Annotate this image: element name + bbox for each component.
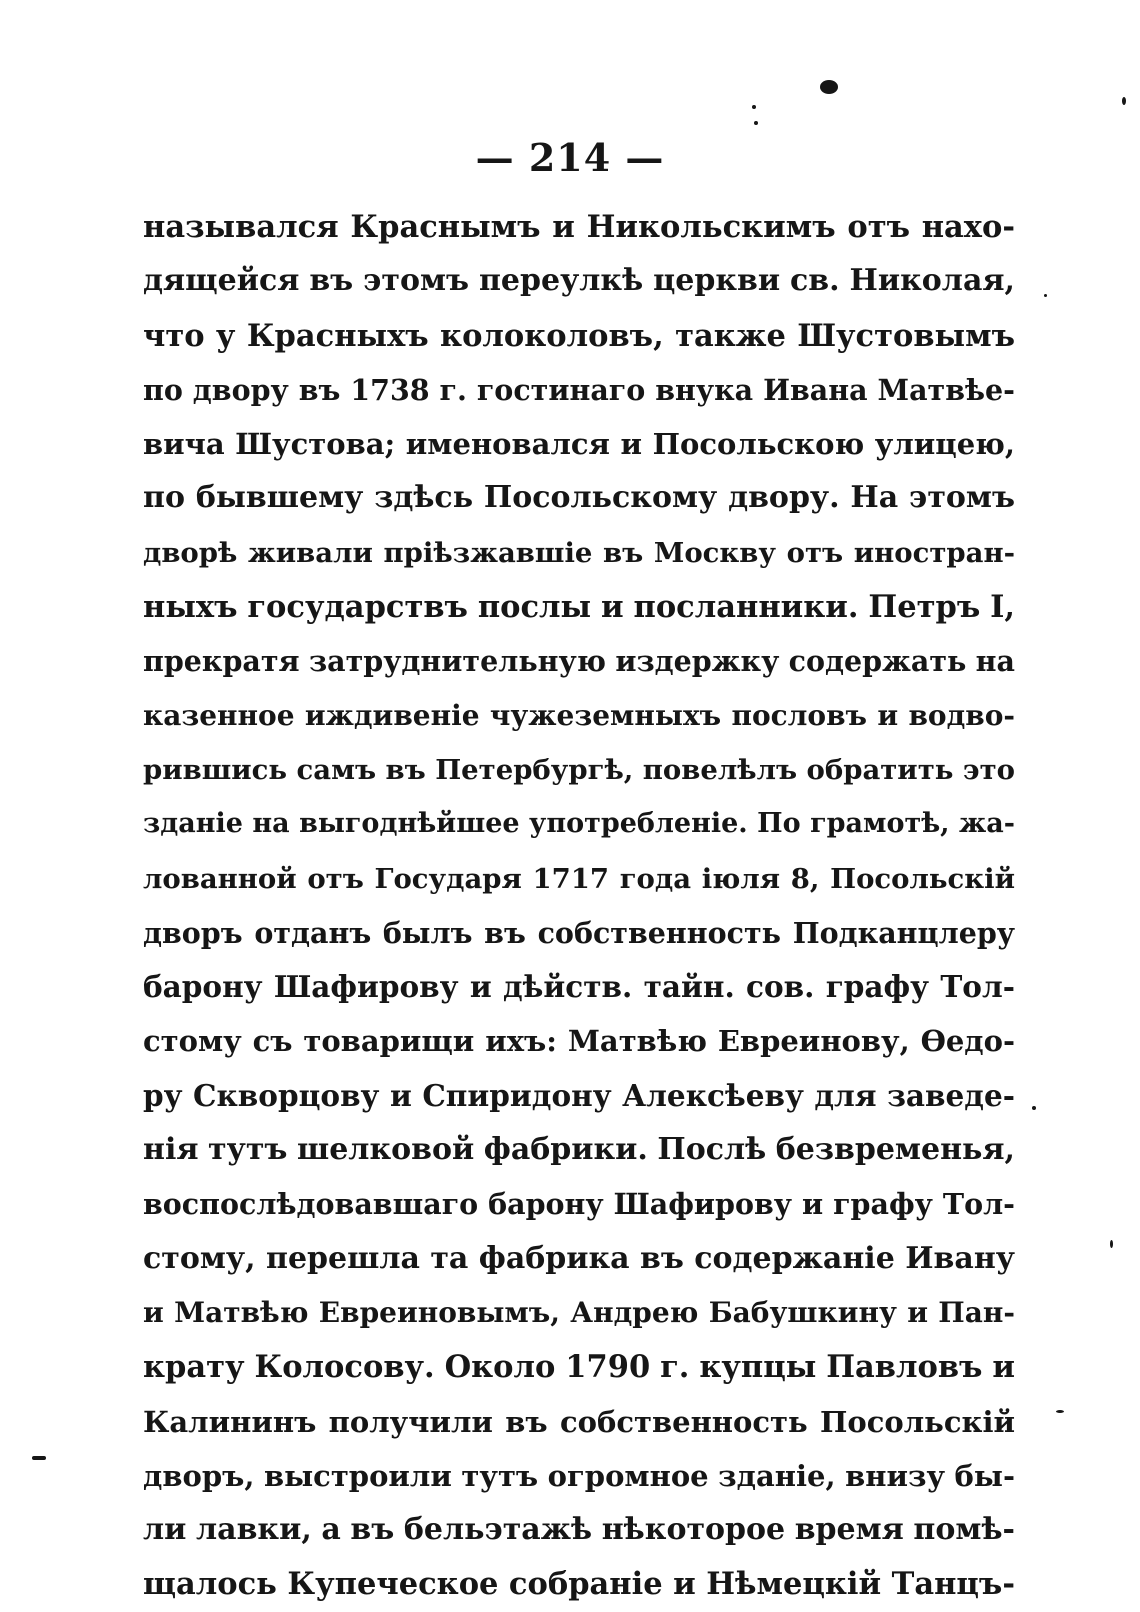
- text-line: воспослѣдовавшаго барону Шафирову и графу Тол-: [143, 1187, 1015, 1222]
- page-number: — 214 —: [475, 135, 665, 180]
- text-line: зданіе на выгоднѣйшее употребленіе. По грамотѣ, жа-: [143, 808, 1015, 840]
- text-line: что у Красныхъ колоколовъ, также Шустовымъ: [143, 317, 1015, 354]
- scan-speck: [1122, 97, 1126, 105]
- scan-speck: [32, 1456, 46, 1460]
- text-line: стому, перешла та фабрика въ содержаніе Ивану: [143, 1240, 1015, 1276]
- scan-speck: [820, 80, 838, 94]
- text-line: ныхъ государствъ послы и посланники. Петръ I,: [143, 589, 1015, 626]
- text-line: нія тутъ шелковой фабрики. Послѣ безвременья,: [143, 1132, 1015, 1168]
- scan-speck: [1044, 294, 1047, 297]
- text-line: назывался Краснымъ и Никольскимъ отъ нахо-: [143, 209, 1015, 245]
- text-line: по бывшему здѣсь Посольскому двору. На этомъ: [143, 480, 1015, 516]
- text-line: дящейся въ этомъ переулкѣ церкви св. Николая,: [143, 263, 1015, 299]
- text-line: по двору въ 1738 г. гостинаго внука Ивана Матвѣе-: [143, 372, 1015, 407]
- text-line: дворъ, выстроили тутъ огромное зданіе, внизу бы-: [143, 1458, 1015, 1493]
- text-line: барону Шафирову и дѣйств. тайн. сов. графу Тол-: [143, 969, 1015, 1005]
- body-text: [143, 200, 1015, 1612]
- text-line: ли лавки, а въ бельэтажѣ нѣкоторое время помѣ-: [143, 1512, 1015, 1548]
- text-line: казенное иждивеніе чужеземныхъ пословъ и водво-: [143, 698, 1015, 732]
- scan-speck: [752, 105, 756, 109]
- text-line: ру Скворцову и Спиридону Алексѣеву для заведе-: [143, 1077, 1015, 1113]
- scan-speck: [1056, 1410, 1064, 1413]
- scan-speck: [754, 121, 758, 125]
- text-line: щалось Купеческое собраніе и Нѣмецкій Танцъ-: [143, 1566, 1015, 1603]
- text-line: рившись самъ въ Петербургѣ, повелѣлъ обратить это: [143, 753, 1015, 786]
- text-line: вича Шустова; именовался и Посольскою улицею,: [143, 427, 1015, 462]
- text-line: стому съ товарищи ихъ: Матвѣю Евреинову, Ѳедо-: [143, 1024, 1015, 1059]
- text-line: лованной отъ Государя 1717 года іюля 8, Посольскій: [143, 862, 1015, 895]
- text-line: и Матвѣю Евреиновымъ, Андрею Бабушкину и Пан-: [143, 1295, 1015, 1329]
- text-line: дворѣ живали пріѣзжавшіе въ Москву отъ иностран-: [143, 536, 1015, 569]
- text-line: Калининъ получили въ собственность Посольскій: [143, 1404, 1015, 1439]
- scan-speck: [1032, 1106, 1036, 1110]
- scan-speck: [1110, 1240, 1113, 1248]
- text-line: дворъ отданъ былъ въ собственность Подканцлеру: [143, 915, 1015, 950]
- text-line: крату Колосову. Около 1790 г. купцы Павловъ и: [143, 1349, 1015, 1386]
- text-line: прекратя затруднительную издержку содержать на: [143, 644, 1015, 679]
